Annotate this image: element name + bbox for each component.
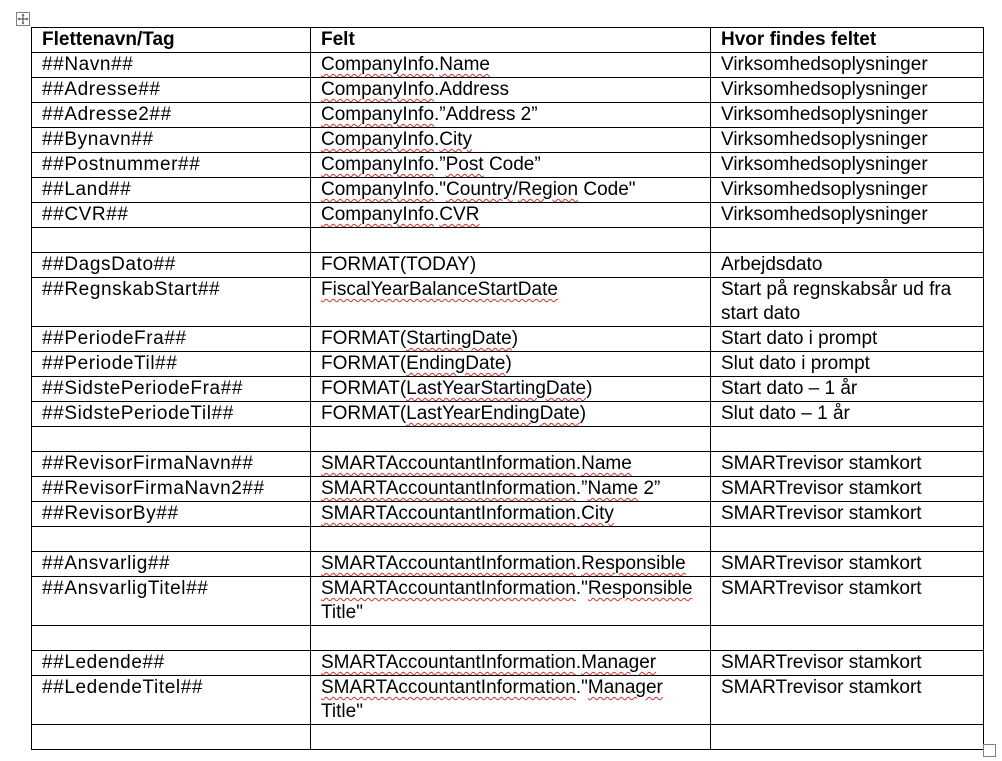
cell-tag[interactable]: ##RevisorFirmaNavn##: [32, 452, 311, 477]
cell-tag[interactable]: ##RegnskabStart##: [32, 278, 311, 327]
table-row: [32, 552, 984, 577]
cell-location[interactable]: Virksomhedsoplysninger: [711, 203, 984, 228]
table-row: [32, 278, 984, 327]
cell-location[interactable]: Virksomhedsoplysninger: [711, 153, 984, 178]
cell-location[interactable]: SMARTrevisor stamkort: [711, 676, 984, 725]
cell-location[interactable]: Virksomhedsoplysninger: [711, 103, 984, 128]
cell-tag[interactable]: [32, 626, 311, 651]
cell-felt[interactable]: SMARTAccountantInformation.Manager: [311, 651, 711, 676]
cell-felt[interactable]: SMARTAccountantInformation."Manager Title": [311, 676, 711, 725]
cell-felt[interactable]: [311, 626, 711, 651]
cell-location[interactable]: SMARTrevisor stamkort: [711, 452, 984, 477]
cell-location[interactable]: [711, 228, 984, 253]
cell-felt[interactable]: FiscalYearBalanceStartDate: [311, 278, 711, 327]
cell-felt[interactable]: CompanyInfo.Address: [311, 78, 711, 103]
cell-location[interactable]: SMARTrevisor stamkort: [711, 552, 984, 577]
table-row: [32, 253, 984, 278]
cell-location[interactable]: Slut dato i prompt: [711, 352, 984, 377]
header-felt: Felt: [311, 28, 711, 53]
cell-tag[interactable]: ##AnsvarligTitel##: [32, 577, 311, 626]
table-row: [32, 477, 984, 502]
cell-felt[interactable]: CompanyInfo.”Address 2”: [311, 103, 711, 128]
cell-tag[interactable]: ##Navn##: [32, 53, 311, 78]
table-row: [32, 452, 984, 477]
cell-tag[interactable]: ##RevisorBy##: [32, 502, 311, 527]
table-row: [32, 203, 984, 228]
cell-location[interactable]: Virksomhedsoplysninger: [711, 178, 984, 203]
cell-felt[interactable]: CompanyInfo."Country/Region Code": [311, 178, 711, 203]
cell-felt[interactable]: FORMAT(StartingDate): [311, 327, 711, 352]
header-location: Hvor findes feltet: [711, 28, 984, 53]
cell-location[interactable]: SMARTrevisor stamkort: [711, 651, 984, 676]
cell-tag[interactable]: ##Adresse##: [32, 78, 311, 103]
cell-tag[interactable]: ##Bynavn##: [32, 128, 311, 153]
cell-felt[interactable]: SMARTAccountantInformation.Name: [311, 452, 711, 477]
cell-location[interactable]: [711, 725, 984, 750]
table-row: [32, 577, 984, 626]
cell-felt[interactable]: [311, 228, 711, 253]
table-row: [32, 725, 984, 750]
merge-field-table: [31, 27, 984, 750]
cell-location[interactable]: Virksomhedsoplysninger: [711, 53, 984, 78]
cell-felt[interactable]: SMARTAccountantInformation."Responsible Title": [311, 577, 711, 626]
cell-felt[interactable]: SMARTAccountantInformation.Responsible: [311, 552, 711, 577]
table-row: [32, 651, 984, 676]
header-tag: Flettenavn/Tag: [32, 28, 311, 53]
cell-location[interactable]: SMARTrevisor stamkort: [711, 577, 984, 626]
table-row: [32, 352, 984, 377]
table-row: [32, 78, 984, 103]
table-row: [32, 327, 984, 352]
cell-tag[interactable]: ##PeriodeTil##: [32, 352, 311, 377]
cell-location[interactable]: Start på regnskabsår ud fra start dato: [711, 278, 984, 327]
table-row: [32, 153, 984, 178]
cell-tag[interactable]: [32, 228, 311, 253]
cell-location[interactable]: Slut dato – 1 år: [711, 402, 984, 427]
cell-location[interactable]: SMARTrevisor stamkort: [711, 502, 984, 527]
cell-felt[interactable]: [311, 527, 711, 552]
cell-location[interactable]: Start dato i prompt: [711, 327, 984, 352]
cell-location[interactable]: Virksomhedsoplysninger: [711, 128, 984, 153]
table-row: [32, 178, 984, 203]
cell-tag[interactable]: ##Ledende##: [32, 651, 311, 676]
cell-tag[interactable]: ##PeriodeFra##: [32, 327, 311, 352]
cell-location[interactable]: [711, 626, 984, 651]
cell-tag[interactable]: ##SidstePeriodeTil##: [32, 402, 311, 427]
table-header-row: [32, 28, 984, 53]
cell-tag[interactable]: ##CVR##: [32, 203, 311, 228]
cell-tag[interactable]: ##Ansvarlig##: [32, 552, 311, 577]
table-row: [32, 427, 984, 452]
cell-tag[interactable]: ##LedendeTitel##: [32, 676, 311, 725]
table-row: [32, 527, 984, 552]
table-move-handle-icon[interactable]: [16, 12, 30, 26]
cell-felt[interactable]: [311, 725, 711, 750]
cell-tag[interactable]: ##Adresse2##: [32, 103, 311, 128]
table-row: [32, 228, 984, 253]
cell-location[interactable]: [711, 427, 984, 452]
cell-felt[interactable]: FORMAT(LastYearEndingDate): [311, 402, 711, 427]
cell-tag[interactable]: [32, 725, 311, 750]
cell-felt[interactable]: CompanyInfo.”Post Code”: [311, 153, 711, 178]
table-row: [32, 53, 984, 78]
table-row: [32, 377, 984, 402]
table-row: [32, 502, 984, 527]
cell-felt[interactable]: SMARTAccountantInformation.”Name 2”: [311, 477, 711, 502]
cell-tag[interactable]: ##Postnummer##: [32, 153, 311, 178]
cell-tag[interactable]: [32, 527, 311, 552]
cell-location[interactable]: SMARTrevisor stamkort: [711, 477, 984, 502]
cell-tag[interactable]: ##Land##: [32, 178, 311, 203]
cell-felt[interactable]: [311, 427, 711, 452]
table-row: [32, 402, 984, 427]
table-resize-handle[interactable]: [983, 744, 996, 757]
cell-tag[interactable]: ##SidstePeriodeFra##: [32, 377, 311, 402]
cell-location[interactable]: Virksomhedsoplysninger: [711, 78, 984, 103]
cell-felt[interactable]: CompanyInfo.City: [311, 128, 711, 153]
cell-felt[interactable]: CompanyInfo.Name: [311, 53, 711, 78]
cell-tag[interactable]: [32, 427, 311, 452]
cell-tag[interactable]: ##RevisorFirmaNavn2##: [32, 477, 311, 502]
cell-felt[interactable]: CompanyInfo.CVR: [311, 203, 711, 228]
cell-felt[interactable]: FORMAT(TODAY): [311, 253, 711, 278]
cell-location[interactable]: [711, 527, 984, 552]
cell-felt[interactable]: SMARTAccountantInformation.City: [311, 502, 711, 527]
table-row: [32, 103, 984, 128]
table-row: [32, 128, 984, 153]
cell-felt[interactable]: FORMAT(LastYearStartingDate): [311, 377, 711, 402]
cell-tag[interactable]: ##DagsDato##: [32, 253, 311, 278]
table-row: [32, 676, 984, 725]
cell-location[interactable]: Arbejdsdato: [711, 253, 984, 278]
cell-felt[interactable]: FORMAT(EndingDate): [311, 352, 711, 377]
table-row: [32, 626, 984, 651]
cell-location[interactable]: Start dato – 1 år: [711, 377, 984, 402]
